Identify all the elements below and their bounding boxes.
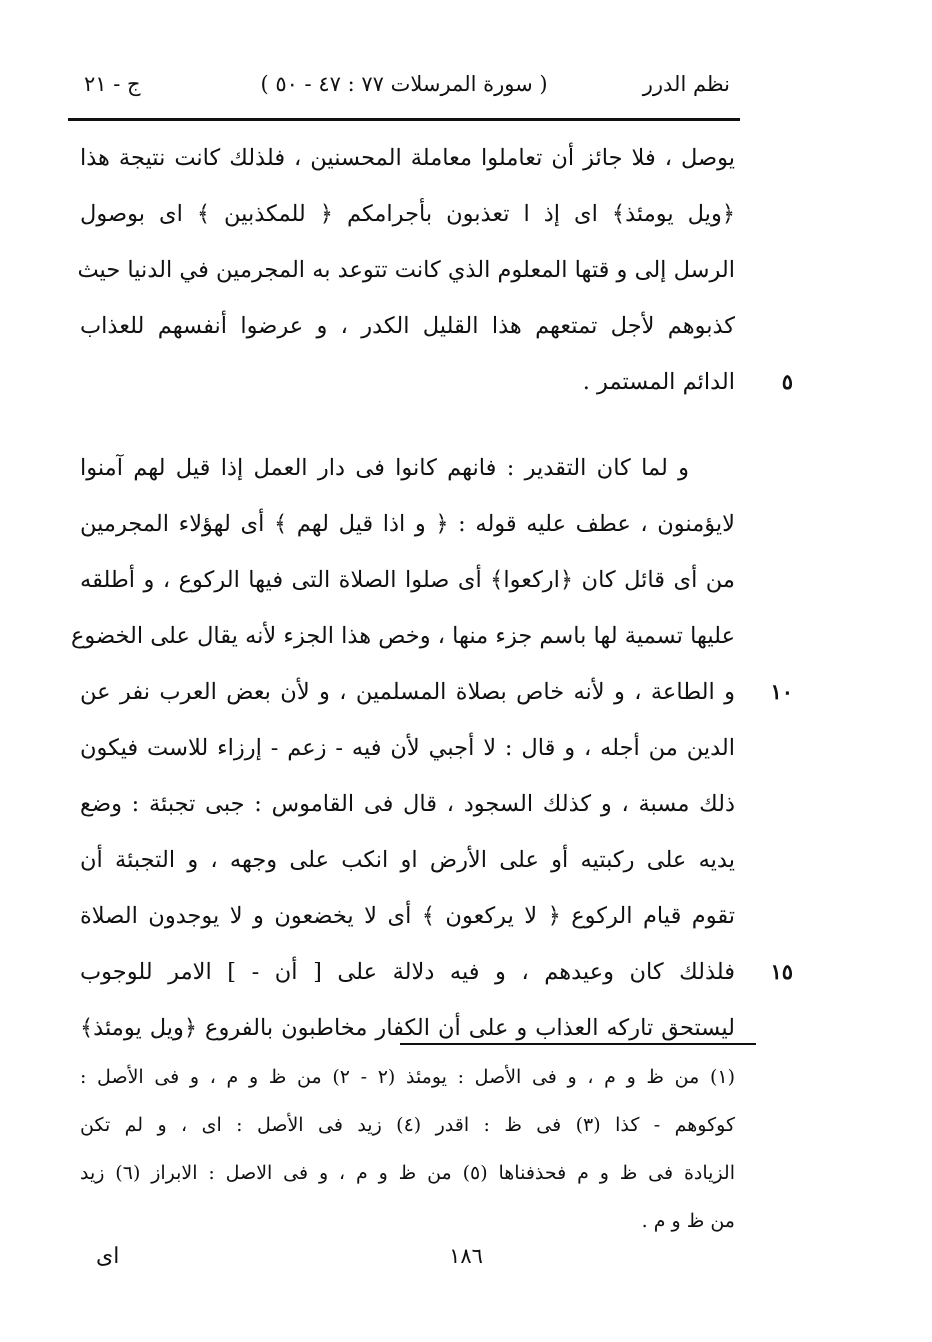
line-number: ١٠ (770, 679, 793, 704)
footnote-line: كوكوهم - كذا (٣) فى ظ : اقدر (٤) زيد فى الأصل : اى ، و لم تكن (80, 1114, 735, 1136)
text-line: و لما كان التقدير : فانهم كانوا فى دار العمل إذا قيل لهم آمنوا (80, 455, 689, 481)
catchword: اى (96, 1244, 120, 1269)
footnotes (80, 1053, 735, 1245)
book-title: نظم الدرر (642, 72, 730, 96)
main-text (70, 130, 793, 1056)
text-line: تقوم قيام الركوع ﴿ لا يركعون ﴾ أى لا يخضعون و لا يوجدون الصلاة (80, 903, 735, 929)
text-line: ذلك مسبة ، و كذلك السجود ، قال فى القاموس : جبى تجبئة : وضع (80, 791, 735, 817)
footnote-line: من ظ و م . (641, 1210, 735, 1232)
text-line: كذبوهم لأجل تمتعهم هذا القليل الكدر ، و عرضوا أنفسهم للعذاب (80, 313, 735, 339)
page-number: ١٨٦ (449, 1244, 483, 1268)
surah-reference: ( سورة المرسلات ٧٧ : ٤٧ - ٥٠ ) (260, 72, 548, 96)
footnote-line: الزيادة فى ظ و م فحذفناها (٥) من ظ و م ، و فى الاصل : الابراز (٦) زيد (80, 1162, 736, 1184)
text-line: الدائم المستمر . ٥ (80, 354, 735, 410)
volume-number: ج - ٢١ (84, 72, 141, 96)
footnote-line: (١) من ظ و م ، و فى الأصل : يومئذ (٢ - ٢) من ظ و م ، و فى الأصل : (80, 1066, 735, 1088)
text-line: لايؤمنون ، عطف عليه قوله : ﴿ و اذا قيل لهم ﴾ أى لهؤلاء المجرمين (80, 511, 735, 537)
header-rule (68, 118, 740, 121)
text-line: يديه على ركبتيه أو على الأرض او انكب على وجهه ، و التجبئة أن (80, 847, 735, 873)
text-line: و الطاعة ، و لأنه خاص بصلاة المسلمين ، و لأن بعض العرب نفر عن ١٠ (80, 664, 735, 720)
line-number: ١٥ (770, 959, 793, 984)
text-line: من أى قائل كان ﴿اركعوا﴾ أى صلوا الصلاة التى فيها الركوع ، و أطلقه (80, 567, 735, 593)
line-number: ٥ (781, 369, 793, 394)
text-line: عليها تسمية لها باسم جزء منها ، وخص هذا الجزء لأنه يقال على الخضوع (70, 623, 735, 649)
running-header (72, 66, 736, 110)
footnote-rule (400, 1043, 756, 1045)
text-line: يوصل ، فلا جائز أن تعاملوا معاملة المحسنين ، فلذلك كانت نتيجة هذا (80, 145, 735, 171)
text-line: فلذلك كان وعيدهم ، و فيه دلالة على [ أن - ] الامر للوجوب ١٥ (80, 944, 735, 1000)
text-line: الدين من أجله ، و قال : لا أجبي لأن فيه - زعم - إرزاء للاست فيكون (80, 735, 735, 761)
text-line: الرسل إلى و قتها المعلوم الذي كانت تتوعد به المجرمين في الدنيا حيث (77, 257, 735, 283)
text-line: ليستحق تاركه العذاب و على أن الكفار مخاطبون بالفروع ﴿ويل يومئذ﴾ (80, 1015, 735, 1041)
text-line: ﴿ويل يومئذ﴾ اى إذ ا تعذبون بأجرامكم ﴿ للمكذبين ﴾ اى بوصول (80, 201, 735, 227)
